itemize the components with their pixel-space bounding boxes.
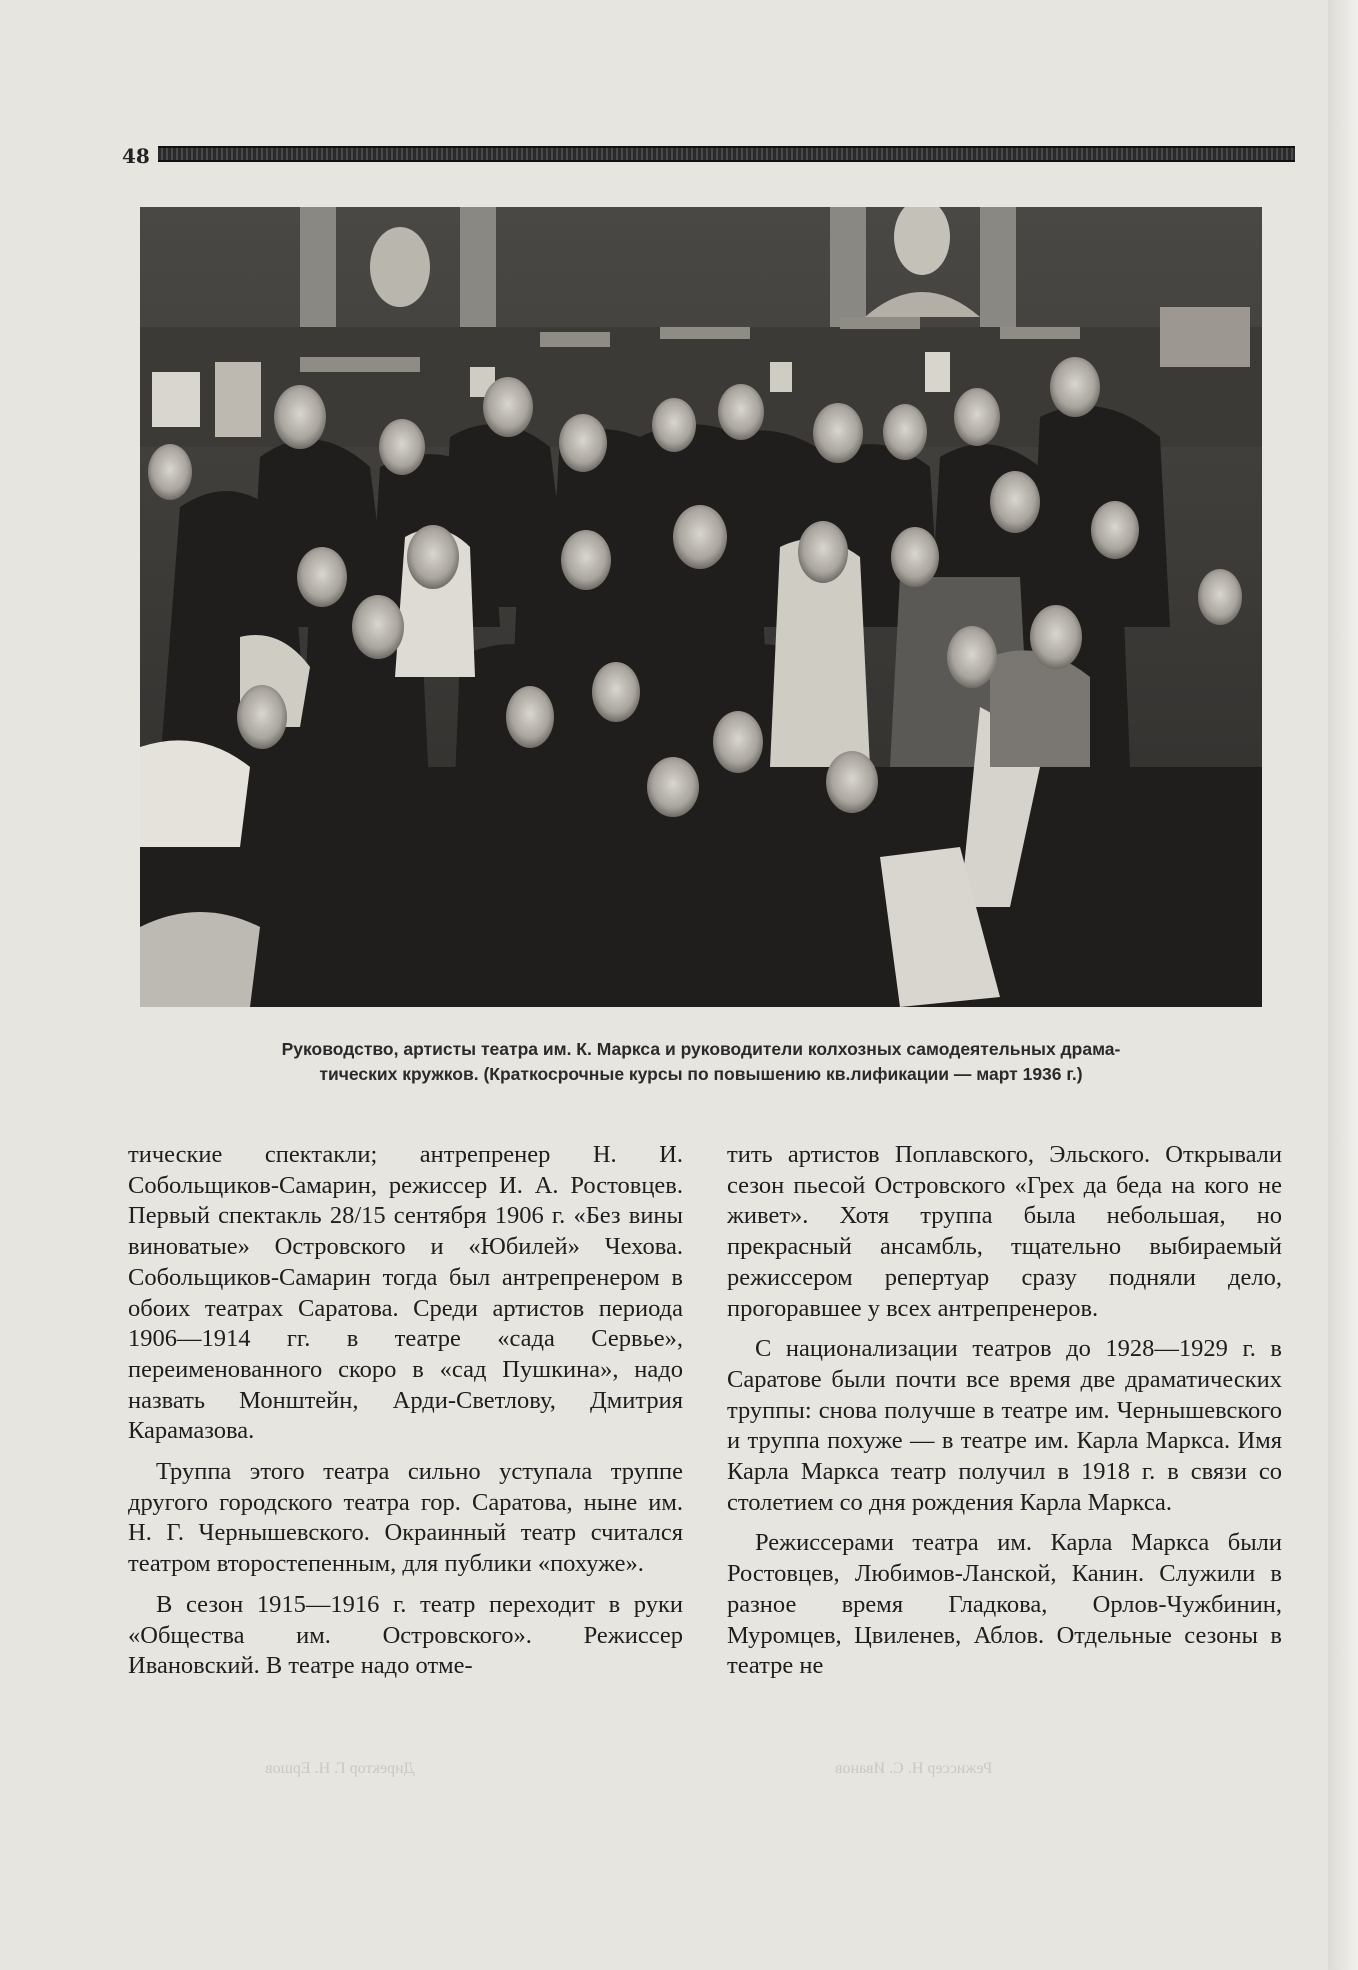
caption-line-1: Руководство, артисты театра им. К. Маркса и руководители колхозных самодеятельных драма-	[281, 1039, 1121, 1059]
show-through-text-left: Директор Г. Н. Ершов	[265, 1760, 415, 1777]
left-paragraph-3: В сезон 1915—1916 г. театр переходит в руки «Общества им. Островского». Режиссер Ивановский. В театре надо отме-	[128, 1590, 683, 1680]
right-paragraph-2: С национализации театров до 1928—1929 г. в Саратове были почти все время две драматических труппы: снова получше в театре им. Чернышевского и труппа похуже — в театре им. Карла Маркса. Имя Карла Маркса театр получил в 1918 г. в связи со столетием со дня рождения Карла Маркса.	[727, 1335, 1282, 1516]
header-rule	[158, 146, 1295, 162]
page-header	[120, 140, 1295, 168]
left-column	[128, 1140, 683, 1682]
page-edge	[1328, 0, 1358, 1970]
caption-line-2: тических кружков. (Краткосрочные курсы по повышению кв.лификации — март 1936 г.)	[319, 1064, 1083, 1084]
right-paragraph-1: тить артистов Поплавского, Эльского. Открывали сезон пьесой Островского «Грех да беда на кого не живет». Хотя труппа была небольшая, но прекрасный ансамбль, тщательно выбираемый режиссером репертуар сразу подняли дело, прогоравшее у всех антрепренеров.	[727, 1141, 1282, 1322]
right-column	[727, 1140, 1282, 1682]
group-portrait-photo	[140, 207, 1262, 1007]
left-paragraph-1: тические спектакли; антрепренер Н. И. Собольщиков-Самарин, режиссер И. А. Ростовцев. Первый спектакль 28/15 сентября 1906 г. «Без вины виноватые» Островского и «Юбилей» Чехова. Собольщиков-Самарин тогда был антрепренером в обоих театрах Саратова. Среди артистов периода 1906—1914 гг. в театре «сада Сервье», переименованного скоро в «сад Пушкина», надо назвать Монштейн, Арди-Светлову, Дмитрия Карамазова.	[128, 1141, 683, 1445]
right-paragraph-3: Режиссерами театра им. Карла Маркса были Ростовцев, Любимов-Ланской, Канин. Служили в разное время Гладкова, Орлов-Чужбинин, Муромцев, Цвиленев, Аблов. Отдельные сезоны в театре не	[727, 1529, 1282, 1680]
photo-caption	[140, 1037, 1262, 1087]
left-paragraph-2: Труппа этого театра сильно уступала труппе другого городского театра гор. Саратова, ныне им. Н. Г. Чернышевского. Окраинный театр считался театром второстепенным, для публики «похуже».	[128, 1458, 683, 1578]
page-number: 48	[122, 144, 150, 168]
show-through-text-right: Режиссер Н. С. Иванов	[835, 1760, 993, 1777]
group-portrait-illustration	[140, 207, 1262, 1007]
